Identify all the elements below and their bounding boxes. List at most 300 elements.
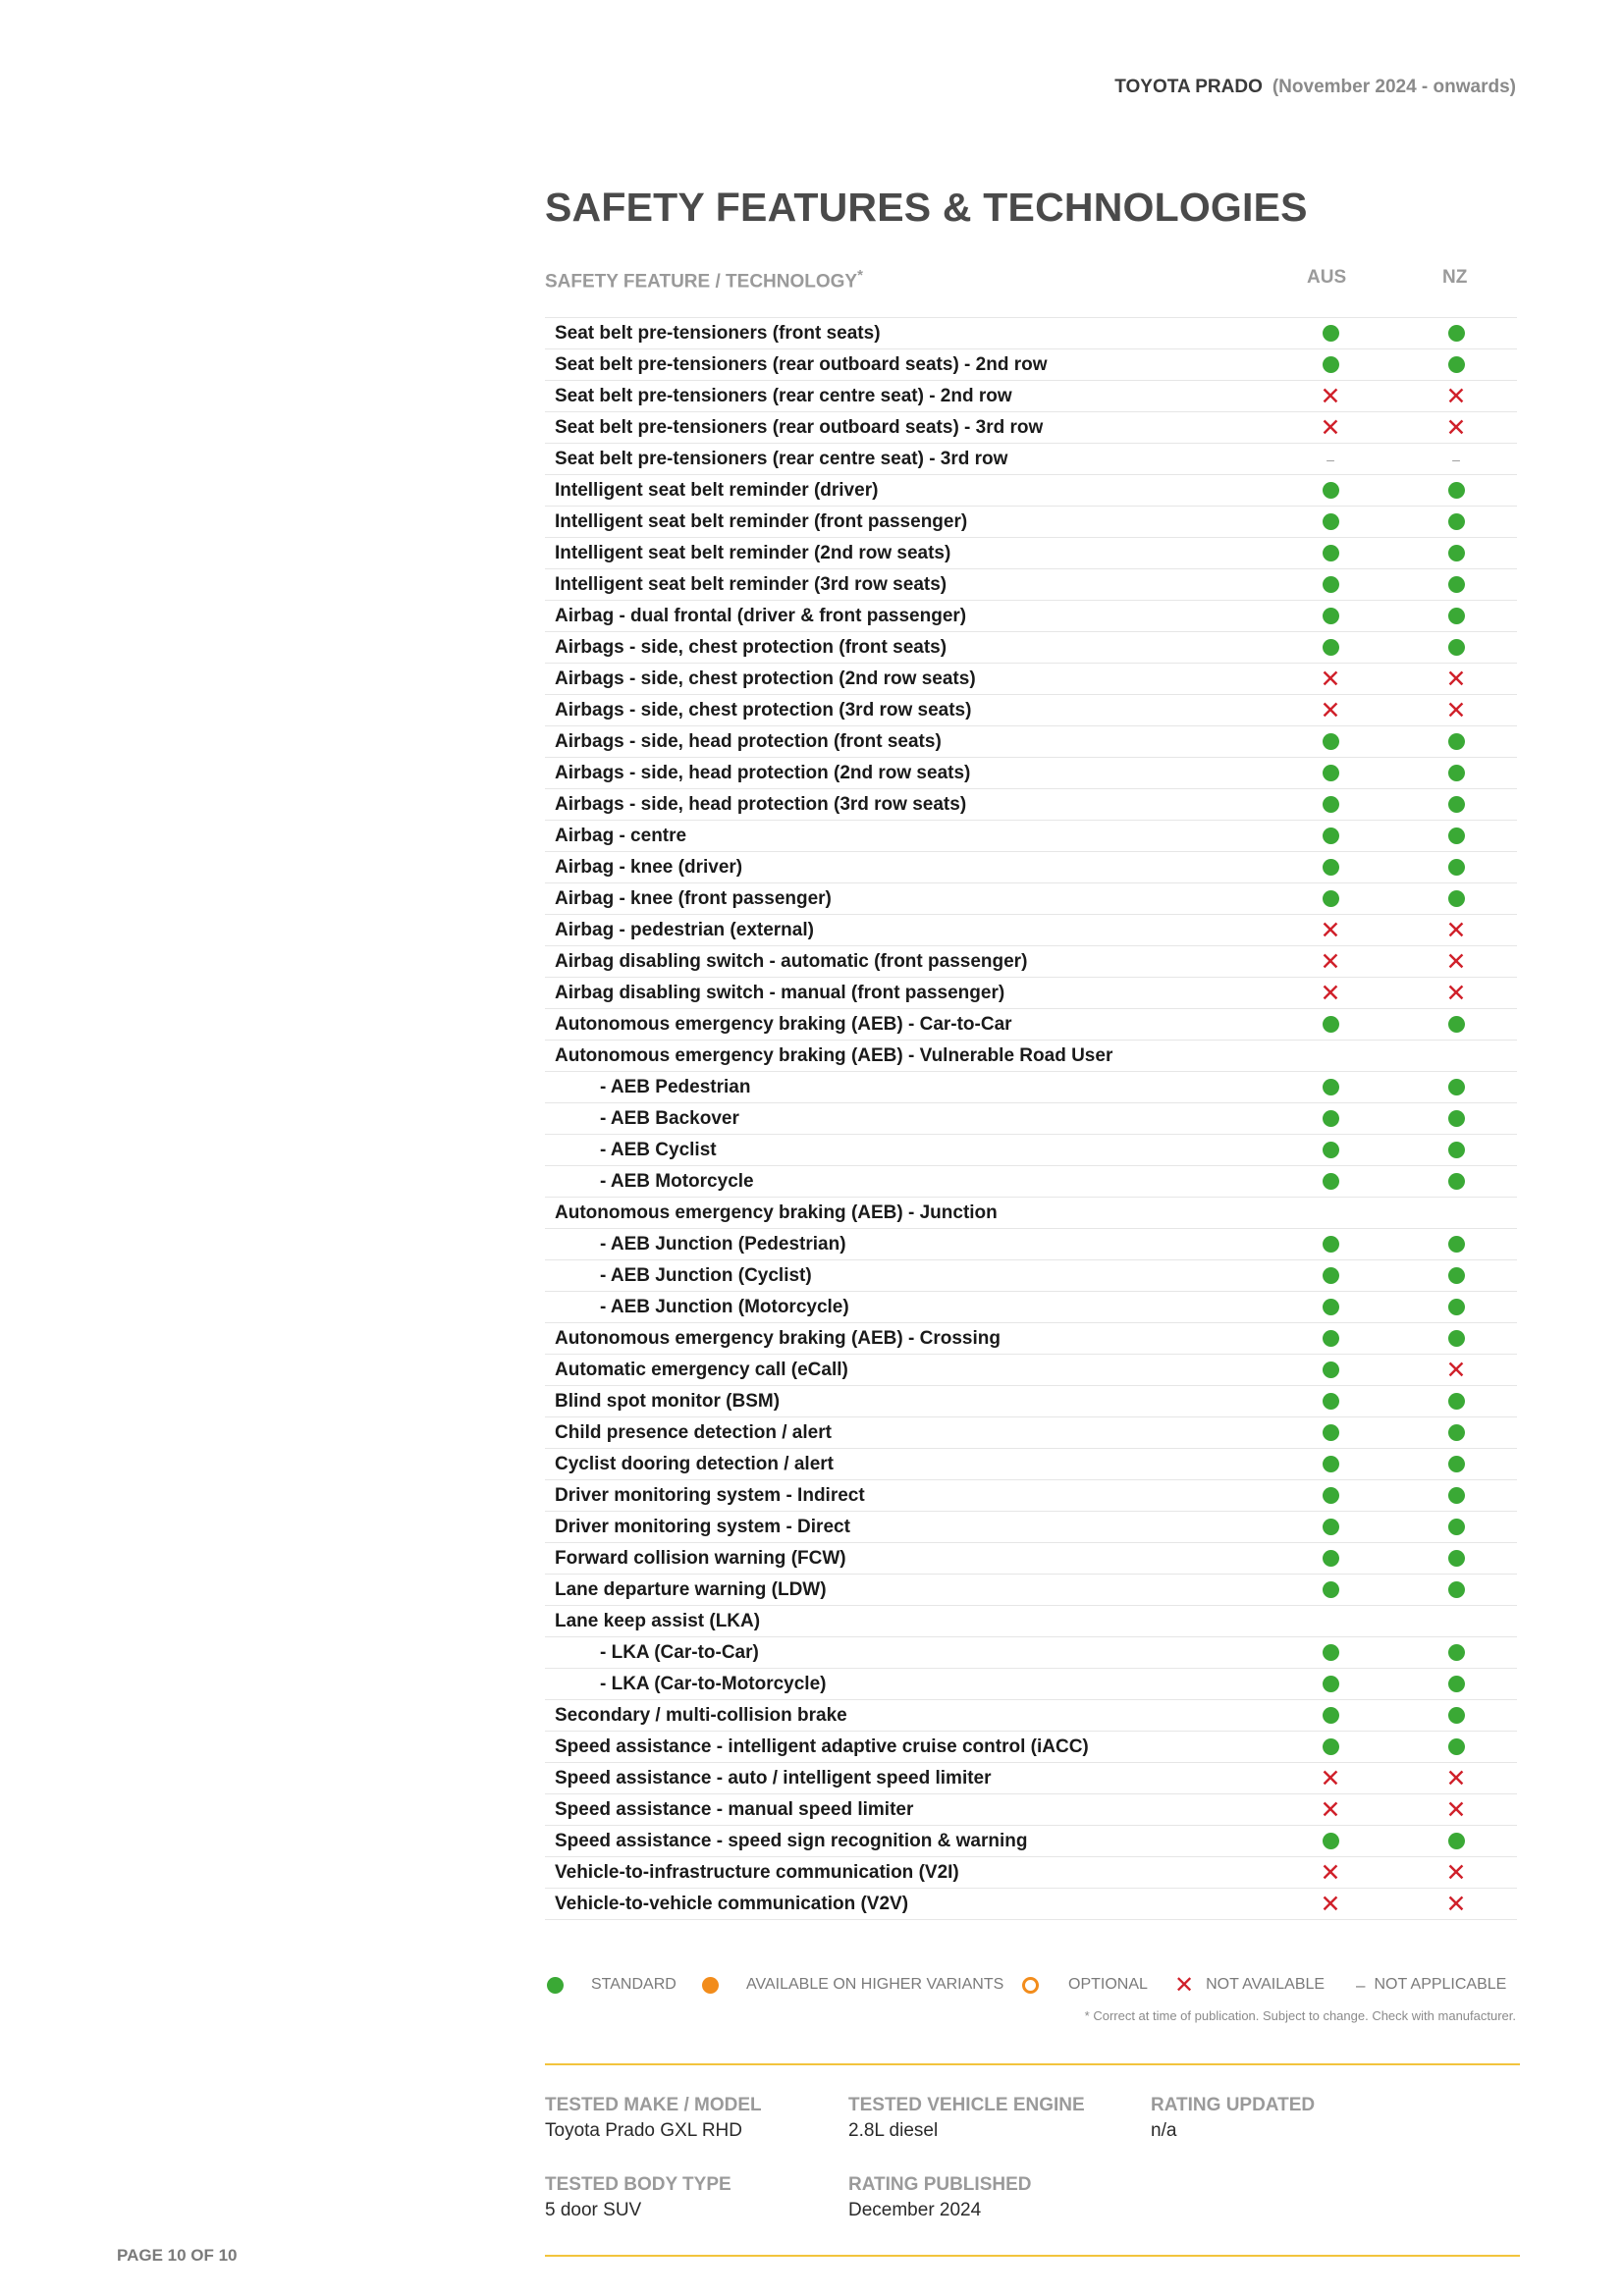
feature-label: Cyclist dooring detection / alert bbox=[555, 1454, 834, 1474]
table-row bbox=[545, 821, 1517, 852]
standard-dot-icon bbox=[1323, 325, 1339, 342]
table-row bbox=[545, 475, 1517, 507]
standard-dot-icon bbox=[1448, 1456, 1465, 1472]
nz-status-cell bbox=[1439, 1417, 1473, 1448]
standard-dot-icon bbox=[1448, 828, 1465, 844]
rating-updated bbox=[1151, 2095, 1315, 2142]
aus-status-cell bbox=[1314, 1857, 1347, 1888]
table-row bbox=[545, 758, 1517, 789]
not-available-cross-icon: ✕ bbox=[1320, 413, 1341, 442]
feature-label: Airbag - centre bbox=[555, 826, 687, 846]
table-row bbox=[545, 946, 1517, 978]
feature-label: Autonomous emergency braking (AEB) - Junction bbox=[555, 1202, 998, 1223]
aus-status-cell bbox=[1314, 915, 1347, 945]
standard-dot-icon bbox=[1448, 639, 1465, 656]
tested-make-model-value: Toyota Prado GXL RHD bbox=[545, 2120, 742, 2141]
feature-label: Airbag - knee (driver) bbox=[555, 857, 743, 878]
standard-dot-icon bbox=[1448, 1142, 1465, 1158]
standard-dot-icon bbox=[1323, 1738, 1339, 1755]
legend-not-applicable: – NOT APPLICABLE bbox=[1356, 1975, 1507, 1995]
table-row bbox=[545, 1103, 1517, 1135]
nz-status-cell bbox=[1439, 1323, 1473, 1354]
nz-status-cell bbox=[1439, 821, 1473, 851]
aus-status-cell bbox=[1314, 1260, 1347, 1291]
page-title: SAFETY FEATURES & TECHNOLOGIES bbox=[545, 185, 1308, 230]
not-available-cross-icon: ✕ bbox=[1320, 696, 1341, 724]
standard-dot-icon bbox=[1448, 1644, 1465, 1661]
nz-status-cell bbox=[1439, 1260, 1473, 1291]
aus-status-cell bbox=[1314, 1072, 1347, 1102]
feature-label: - AEB Pedestrian bbox=[600, 1077, 751, 1097]
standard-dot-icon bbox=[1323, 513, 1339, 530]
column-header-aus: AUS bbox=[1307, 267, 1347, 288]
not-available-cross-icon: ✕ bbox=[1320, 979, 1341, 1007]
standard-dot-icon bbox=[1323, 482, 1339, 499]
legend-not-available: ✕ NOT AVAILABLE bbox=[1174, 1971, 1326, 1999]
tested-body-type bbox=[545, 2174, 731, 2221]
column-header-nz: NZ bbox=[1442, 267, 1468, 288]
feature-label: Speed assistance - intelligent adaptive cruise control (iACC) bbox=[555, 1736, 1089, 1757]
table-row bbox=[545, 1700, 1517, 1732]
standard-dot-icon bbox=[1323, 1362, 1339, 1378]
standard-dot-icon bbox=[1448, 1079, 1465, 1095]
aus-status-cell bbox=[1314, 569, 1347, 600]
aus-status-cell bbox=[1314, 538, 1347, 568]
table-row bbox=[545, 1763, 1517, 1794]
aus-status-cell bbox=[1314, 601, 1347, 631]
nz-status-cell bbox=[1439, 1575, 1473, 1605]
rating-updated-value: n/a bbox=[1151, 2120, 1177, 2141]
feature-label: - AEB Cyclist bbox=[600, 1140, 717, 1160]
aus-status-cell bbox=[1314, 1103, 1347, 1134]
table-row bbox=[545, 1575, 1517, 1606]
feature-label: - LKA (Car-to-Car) bbox=[600, 1642, 759, 1663]
feature-label: Intelligent seat belt reminder (driver) bbox=[555, 480, 879, 501]
legend-standard: STANDARD bbox=[547, 1972, 677, 1998]
aus-status-cell bbox=[1314, 1669, 1347, 1699]
feature-label: Speed assistance - speed sign recognition & warning bbox=[555, 1831, 1028, 1851]
nz-status-cell bbox=[1439, 507, 1473, 537]
nz-status-cell bbox=[1439, 1669, 1473, 1699]
standard-dot-icon bbox=[1448, 576, 1465, 593]
table-row bbox=[545, 507, 1517, 538]
nz-status-cell bbox=[1439, 1041, 1473, 1071]
standard-dot-icon bbox=[1323, 1676, 1339, 1692]
table-row bbox=[545, 1449, 1517, 1480]
nz-status-cell bbox=[1439, 1543, 1473, 1574]
legend-higher-variants: AVAILABLE ON HIGHER VARIANTS bbox=[702, 1972, 1003, 1998]
feature-label: Speed assistance - manual speed limiter bbox=[555, 1799, 914, 1820]
standard-dot-icon bbox=[1323, 545, 1339, 561]
aus-status-cell bbox=[1314, 695, 1347, 725]
standard-dot-icon bbox=[1448, 1330, 1465, 1347]
standard-dot-icon bbox=[1323, 1110, 1339, 1127]
standard-dot-icon bbox=[1323, 1424, 1339, 1441]
not-applicable-dash-icon: – bbox=[1326, 451, 1334, 467]
feature-label: Vehicle-to-infrastructure communication (V2I) bbox=[555, 1862, 959, 1883]
feature-label: Airbags - side, head protection (front seats) bbox=[555, 731, 942, 752]
aus-status-cell bbox=[1314, 444, 1347, 474]
aus-status-cell bbox=[1314, 664, 1347, 694]
not-available-cross-icon: ✕ bbox=[1445, 916, 1467, 944]
tested-engine-label: TESTED VEHICLE ENGINE bbox=[848, 2095, 1085, 2115]
feature-label: Driver monitoring system - Indirect bbox=[555, 1485, 865, 1506]
table-row bbox=[545, 852, 1517, 883]
standard-dot-icon bbox=[1448, 1833, 1465, 1849]
not-available-cross-icon: ✕ bbox=[1445, 1764, 1467, 1792]
aus-status-cell bbox=[1314, 1135, 1347, 1165]
nz-status-cell bbox=[1439, 1072, 1473, 1102]
feature-label: Airbags - side, head protection (3rd row seats) bbox=[555, 794, 967, 815]
not-available-cross-icon: ✕ bbox=[1320, 916, 1341, 944]
standard-dot-icon bbox=[1448, 1424, 1465, 1441]
feature-label: Forward collision warning (FCW) bbox=[555, 1548, 846, 1569]
nz-status-cell bbox=[1439, 1732, 1473, 1762]
not-available-cross-icon: ✕ bbox=[1445, 665, 1467, 693]
standard-dot-icon bbox=[1323, 796, 1339, 813]
feature-label: Vehicle-to-vehicle communication (V2V) bbox=[555, 1894, 909, 1914]
table-row bbox=[545, 1637, 1517, 1669]
nz-status-cell bbox=[1439, 1166, 1473, 1197]
aus-status-cell bbox=[1314, 978, 1347, 1008]
feature-label: Intelligent seat belt reminder (3rd row seats) bbox=[555, 574, 947, 595]
table-row bbox=[545, 1260, 1517, 1292]
aus-status-cell bbox=[1314, 349, 1347, 380]
not-available-cross-icon: ✕ bbox=[1320, 382, 1341, 410]
higher-variants-dot-icon bbox=[702, 1977, 719, 1994]
tested-engine bbox=[848, 2095, 1085, 2142]
standard-dot-icon bbox=[1323, 1393, 1339, 1410]
feature-label: Autonomous emergency braking (AEB) - Crossing bbox=[555, 1328, 1001, 1349]
table-row bbox=[545, 1889, 1517, 1920]
standard-dot-icon bbox=[1323, 1581, 1339, 1598]
legend bbox=[545, 1972, 1517, 1998]
aus-status-cell bbox=[1314, 507, 1347, 537]
feature-label: Autonomous emergency braking (AEB) - Car-to-Car bbox=[555, 1014, 1012, 1035]
not-available-cross-icon: ✕ bbox=[1445, 979, 1467, 1007]
aus-status-cell bbox=[1314, 1512, 1347, 1542]
not-available-cross-icon: ✕ bbox=[1174, 1971, 1195, 1999]
standard-dot-icon bbox=[1323, 1079, 1339, 1095]
table-row bbox=[545, 1512, 1517, 1543]
feature-label: - AEB Motorcycle bbox=[600, 1171, 754, 1192]
standard-dot-icon bbox=[1448, 482, 1465, 499]
feature-label: Lane keep assist (LKA) bbox=[555, 1611, 761, 1631]
standard-dot-icon bbox=[1323, 1236, 1339, 1253]
aus-status-cell bbox=[1314, 381, 1347, 411]
nz-status-cell bbox=[1439, 726, 1473, 757]
standard-dot-icon bbox=[1323, 576, 1339, 593]
nz-status-cell bbox=[1439, 412, 1473, 443]
not-available-cross-icon: ✕ bbox=[1320, 1764, 1341, 1792]
standard-dot-icon bbox=[1323, 765, 1339, 781]
standard-dot-icon bbox=[1448, 733, 1465, 750]
table-row bbox=[545, 1386, 1517, 1417]
nz-status-cell bbox=[1439, 1292, 1473, 1322]
standard-dot-icon bbox=[1323, 1142, 1339, 1158]
feature-label: Seat belt pre-tensioners (front seats) bbox=[555, 323, 881, 344]
aus-status-cell bbox=[1314, 1417, 1347, 1448]
aus-status-cell bbox=[1314, 1229, 1347, 1259]
nz-status-cell bbox=[1439, 1229, 1473, 1259]
nz-status-cell bbox=[1439, 1386, 1473, 1416]
standard-dot-icon bbox=[1448, 765, 1465, 781]
document-header bbox=[1114, 77, 1516, 98]
nz-status-cell bbox=[1439, 695, 1473, 725]
standard-dot-icon bbox=[1323, 1299, 1339, 1315]
nz-status-cell bbox=[1439, 1889, 1473, 1919]
not-available-cross-icon: ✕ bbox=[1320, 1795, 1341, 1824]
aus-status-cell bbox=[1314, 1732, 1347, 1762]
aus-status-cell bbox=[1314, 758, 1347, 788]
page-number: PAGE 10 OF 10 bbox=[117, 2246, 238, 2265]
feature-label: Airbag disabling switch - automatic (front passenger) bbox=[555, 951, 1028, 972]
nz-status-cell bbox=[1439, 758, 1473, 788]
nz-status-cell bbox=[1439, 1606, 1473, 1636]
aus-status-cell bbox=[1314, 852, 1347, 882]
nz-status-cell bbox=[1439, 444, 1473, 474]
table-row bbox=[545, 632, 1517, 664]
standard-dot-icon bbox=[1448, 1487, 1465, 1504]
nz-status-cell bbox=[1439, 883, 1473, 914]
aus-status-cell bbox=[1314, 883, 1347, 914]
standard-dot-icon bbox=[1448, 513, 1465, 530]
standard-dot-icon bbox=[1323, 356, 1339, 373]
nz-status-cell bbox=[1439, 1355, 1473, 1385]
table-row bbox=[545, 601, 1517, 632]
aus-status-cell bbox=[1314, 1198, 1347, 1228]
table-row bbox=[545, 1229, 1517, 1260]
feature-label: Airbag - pedestrian (external) bbox=[555, 920, 814, 940]
table-row bbox=[545, 1606, 1517, 1637]
not-available-cross-icon: ✕ bbox=[1445, 1858, 1467, 1887]
nz-status-cell bbox=[1439, 475, 1473, 506]
table-row bbox=[545, 1009, 1517, 1041]
legend-optional: OPTIONAL bbox=[1022, 1972, 1148, 1998]
standard-dot-icon bbox=[1448, 1299, 1465, 1315]
feature-label: Airbags - side, chest protection (front seats) bbox=[555, 637, 947, 658]
feature-label: Driver monitoring system - Direct bbox=[555, 1517, 850, 1537]
not-applicable-dash-icon: – bbox=[1356, 1975, 1366, 1995]
standard-dot-icon bbox=[1448, 1519, 1465, 1535]
standard-dot-icon bbox=[1448, 796, 1465, 813]
not-available-cross-icon: ✕ bbox=[1320, 947, 1341, 976]
table-row bbox=[545, 1417, 1517, 1449]
aus-status-cell bbox=[1314, 1763, 1347, 1793]
feature-label: Intelligent seat belt reminder (2nd row seats) bbox=[555, 543, 951, 563]
table-row bbox=[545, 978, 1517, 1009]
table-row bbox=[545, 349, 1517, 381]
aus-status-cell bbox=[1314, 946, 1347, 977]
aus-status-cell bbox=[1314, 412, 1347, 443]
rating-published bbox=[848, 2174, 1031, 2221]
feature-label: Blind spot monitor (BSM) bbox=[555, 1391, 781, 1412]
nz-status-cell bbox=[1439, 1857, 1473, 1888]
feature-label: Child presence detection / alert bbox=[555, 1422, 832, 1443]
tested-body-type-label: TESTED BODY TYPE bbox=[545, 2174, 731, 2195]
aus-status-cell bbox=[1314, 821, 1347, 851]
not-available-cross-icon: ✕ bbox=[1445, 1795, 1467, 1824]
nz-status-cell bbox=[1439, 1198, 1473, 1228]
feature-label: Seat belt pre-tensioners (rear centre seat) - 2nd row bbox=[555, 386, 1012, 406]
rating-updated-label: RATING UPDATED bbox=[1151, 2095, 1316, 2115]
nz-status-cell bbox=[1439, 789, 1473, 820]
aus-status-cell bbox=[1314, 318, 1347, 348]
standard-dot-icon bbox=[1323, 1016, 1339, 1033]
aus-status-cell bbox=[1314, 1386, 1347, 1416]
table-row bbox=[545, 664, 1517, 695]
aus-status-cell bbox=[1314, 1449, 1347, 1479]
aus-status-cell bbox=[1314, 1355, 1347, 1385]
standard-dot-icon bbox=[1448, 1738, 1465, 1755]
nz-status-cell bbox=[1439, 381, 1473, 411]
standard-dot-icon bbox=[1323, 1173, 1339, 1190]
table-row bbox=[545, 695, 1517, 726]
not-available-cross-icon: ✕ bbox=[1445, 1890, 1467, 1918]
table-row bbox=[545, 1794, 1517, 1826]
aus-status-cell bbox=[1314, 1480, 1347, 1511]
table-row bbox=[545, 789, 1517, 821]
rating-published-label: RATING PUBLISHED bbox=[848, 2174, 1032, 2195]
aus-status-cell bbox=[1314, 1009, 1347, 1040]
not-available-cross-icon: ✕ bbox=[1445, 1356, 1467, 1384]
feature-label: Airbags - side, head protection (2nd row seats) bbox=[555, 763, 971, 783]
vehicle-model: TOYOTA PRADO bbox=[1114, 77, 1263, 97]
aus-status-cell bbox=[1314, 1606, 1347, 1636]
divider-bottom bbox=[545, 2255, 1520, 2257]
footnote: * Correct at time of publication. Subject to change. Check with manufacturer. bbox=[1084, 2008, 1516, 2023]
aus-status-cell bbox=[1314, 1292, 1347, 1322]
standard-dot-icon bbox=[1323, 1550, 1339, 1567]
feature-label: - AEB Junction (Pedestrian) bbox=[600, 1234, 846, 1255]
table-row bbox=[545, 726, 1517, 758]
optional-ring-icon bbox=[1022, 1977, 1039, 1994]
standard-dot-icon bbox=[1448, 1267, 1465, 1284]
standard-dot-icon bbox=[1323, 1707, 1339, 1724]
feature-label: Seat belt pre-tensioners (rear outboard seats) - 2nd row bbox=[555, 354, 1048, 375]
divider-top bbox=[545, 2063, 1520, 2065]
feature-label: Airbags - side, chest protection (3rd row seats) bbox=[555, 700, 972, 721]
tested-body-type-value: 5 door SUV bbox=[545, 2200, 642, 2220]
aus-status-cell bbox=[1314, 789, 1347, 820]
nz-status-cell bbox=[1439, 318, 1473, 348]
not-available-cross-icon: ✕ bbox=[1445, 382, 1467, 410]
nz-status-cell bbox=[1439, 946, 1473, 977]
feature-label: Seat belt pre-tensioners (rear centre seat) - 3rd row bbox=[555, 449, 1008, 469]
table-row bbox=[545, 1732, 1517, 1763]
table-row bbox=[545, 569, 1517, 601]
nz-status-cell bbox=[1439, 1135, 1473, 1165]
nz-status-cell bbox=[1439, 915, 1473, 945]
column-header-feature: SAFETY FEATURE / TECHNOLOGY* bbox=[545, 267, 863, 293]
standard-dot-icon bbox=[1448, 545, 1465, 561]
nz-status-cell bbox=[1439, 1103, 1473, 1134]
nz-status-cell bbox=[1439, 978, 1473, 1008]
feature-label: Autonomous emergency braking (AEB) - Vulnerable Road User bbox=[555, 1045, 1113, 1066]
not-applicable-dash-icon: – bbox=[1452, 451, 1460, 467]
feature-label: - AEB Backover bbox=[600, 1108, 739, 1129]
nz-status-cell bbox=[1439, 569, 1473, 600]
standard-dot-icon bbox=[1323, 859, 1339, 876]
table-row bbox=[545, 381, 1517, 412]
standard-dot-icon bbox=[1323, 733, 1339, 750]
nz-status-cell bbox=[1439, 1794, 1473, 1825]
table-row bbox=[545, 444, 1517, 475]
nz-status-cell bbox=[1439, 852, 1473, 882]
standard-dot-icon bbox=[1323, 1267, 1339, 1284]
standard-dot-icon bbox=[1448, 356, 1465, 373]
nz-status-cell bbox=[1439, 1480, 1473, 1511]
standard-dot-icon bbox=[1448, 1110, 1465, 1127]
table-row bbox=[545, 1826, 1517, 1857]
standard-dot-icon bbox=[1323, 1644, 1339, 1661]
standard-dot-icon bbox=[1448, 1236, 1465, 1253]
table-row bbox=[545, 1480, 1517, 1512]
standard-dot-icon bbox=[1448, 1581, 1465, 1598]
nz-status-cell bbox=[1439, 1512, 1473, 1542]
table-row bbox=[545, 1292, 1517, 1323]
feature-label: - AEB Junction (Motorcycle) bbox=[600, 1297, 849, 1317]
not-available-cross-icon: ✕ bbox=[1320, 665, 1341, 693]
standard-dot-icon bbox=[1448, 1393, 1465, 1410]
aus-status-cell bbox=[1314, 1794, 1347, 1825]
aus-status-cell bbox=[1314, 1041, 1347, 1071]
table-row bbox=[545, 1072, 1517, 1103]
aus-status-cell bbox=[1314, 1637, 1347, 1668]
aus-status-cell bbox=[1314, 475, 1347, 506]
table-row bbox=[545, 915, 1517, 946]
not-available-cross-icon: ✕ bbox=[1445, 413, 1467, 442]
table-row bbox=[545, 538, 1517, 569]
nz-status-cell bbox=[1439, 1637, 1473, 1668]
table-row bbox=[545, 1323, 1517, 1355]
standard-dot-icon bbox=[1323, 1330, 1339, 1347]
standard-dot-icon bbox=[1448, 859, 1465, 876]
table-row bbox=[545, 1166, 1517, 1198]
table-row bbox=[545, 1198, 1517, 1229]
feature-label: Seat belt pre-tensioners (rear outboard seats) - 3rd row bbox=[555, 417, 1044, 438]
standard-dot-icon bbox=[1448, 1676, 1465, 1692]
standard-dot-icon bbox=[1448, 608, 1465, 624]
standard-dot-icon bbox=[1323, 1519, 1339, 1535]
standard-dot-icon bbox=[1323, 1833, 1339, 1849]
tested-engine-value: 2.8L diesel bbox=[848, 2120, 939, 2141]
standard-dot-icon bbox=[1323, 1487, 1339, 1504]
nz-status-cell bbox=[1439, 632, 1473, 663]
aus-status-cell bbox=[1314, 726, 1347, 757]
features-table bbox=[545, 317, 1517, 1920]
not-available-cross-icon: ✕ bbox=[1320, 1858, 1341, 1887]
nz-status-cell bbox=[1439, 664, 1473, 694]
feature-label: Automatic emergency call (eCall) bbox=[555, 1360, 848, 1380]
table-row bbox=[545, 318, 1517, 349]
standard-dot-icon bbox=[1448, 1550, 1465, 1567]
feature-label: Secondary / multi-collision brake bbox=[555, 1705, 847, 1726]
standard-dot-icon bbox=[1323, 639, 1339, 656]
tested-make-model bbox=[545, 2095, 762, 2142]
nz-status-cell bbox=[1439, 1009, 1473, 1040]
nz-status-cell bbox=[1439, 349, 1473, 380]
nz-status-cell bbox=[1439, 1700, 1473, 1731]
feature-label: Airbag - dual frontal (driver & front passenger) bbox=[555, 606, 967, 626]
aus-status-cell bbox=[1314, 1543, 1347, 1574]
standard-dot-icon bbox=[1323, 608, 1339, 624]
table-row bbox=[545, 1857, 1517, 1889]
aus-status-cell bbox=[1314, 1889, 1347, 1919]
feature-label: Airbags - side, chest protection (2nd row seats) bbox=[555, 668, 976, 689]
standard-dot-icon bbox=[1448, 1707, 1465, 1724]
standard-dot-icon bbox=[1448, 890, 1465, 907]
